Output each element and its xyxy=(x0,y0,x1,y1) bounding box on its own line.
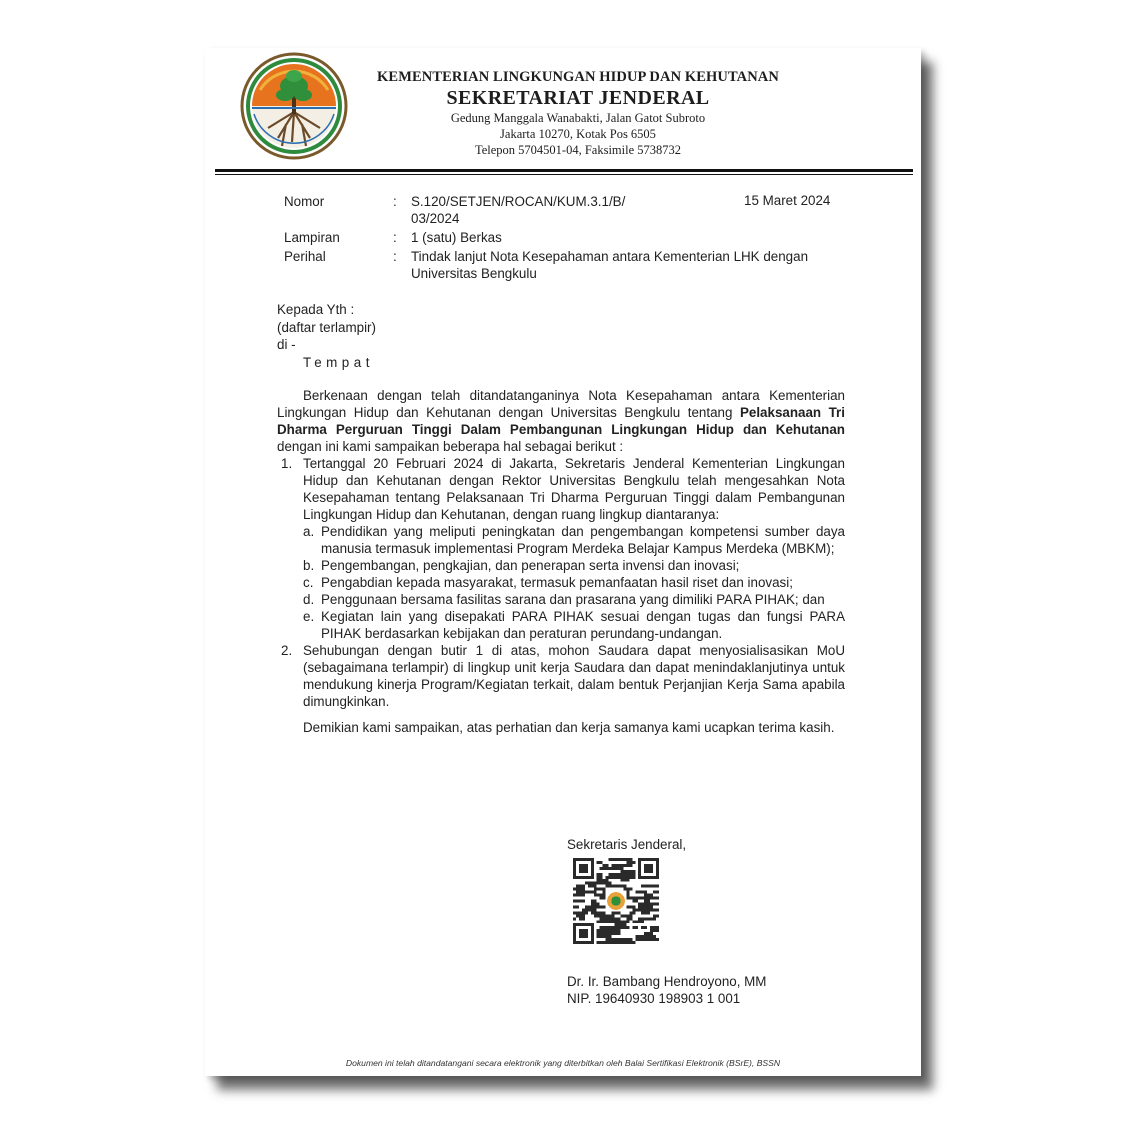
nomor-value-line1: S.120/SETJEN/ROCAN/KUM.3.1/B/ xyxy=(411,194,626,209)
closing-paragraph: Demikian kami sampaikan, atas perhatian dan kerja samanya kami ucapkan terima kasih. xyxy=(303,720,835,735)
klhk-emblem-icon xyxy=(238,50,350,162)
intro-text-a: Berkenaan dengan telah ditandatanganinya Nota Kesepahaman antara Kementerian Lingkungan Hidup dan Kehutanan dengan Universitas Bengkulu tentang xyxy=(277,388,845,420)
perihal-value xyxy=(411,248,844,282)
sub-letter: a. xyxy=(303,524,315,539)
sub-text: Penggunaan bersama fasilitas sarana dan prasarana yang dimiliki PARA PIHAK; dan xyxy=(321,592,825,607)
sub-item xyxy=(303,574,845,591)
ministry-name: KEMENTERIAN LINGKUNGAN HIDUP DAN KEHUTANAN xyxy=(377,69,779,85)
letter-body xyxy=(277,387,845,736)
letter-date: 15 Maret 2024 xyxy=(744,193,831,208)
di-line: di - xyxy=(277,337,296,352)
sub-item xyxy=(303,557,845,574)
item-text: Tertanggal 20 Februari 2024 di Jakarta, Sekretaris Jenderal Kementerian Lingkungan Hidup dan Kehutanan dengan Rektor Universitas Bengkulu telah mengesahkan Nota Kesepahaman tentang Pelaksanaan Tri Dharma Perguruan Tinggi dalam Pembangunan Lingkungan Hidup dan Kehutanan, dengan ruang lingkup diantaranya: xyxy=(303,456,845,522)
header-rule-thick xyxy=(215,169,913,172)
sub-text: Pengembangan, pengkajian, dan penerapan serta invensi dan inovasi; xyxy=(321,558,740,573)
sub-letter: c. xyxy=(303,575,314,590)
lampiran-row xyxy=(284,229,844,246)
intro-paragraph xyxy=(277,387,845,455)
sub-letter: b. xyxy=(303,558,315,573)
intro-text-b: dengan ini kami sampaikan beberapa hal sebagai berikut : xyxy=(277,439,624,454)
colon: : xyxy=(393,249,397,264)
qr-code-signature-icon xyxy=(573,858,659,944)
nomor-value-line2: 03/2024 xyxy=(411,211,460,226)
recipient-block xyxy=(277,301,376,371)
sub-item xyxy=(303,523,845,557)
sub-item xyxy=(303,608,845,642)
item-text: Sehubungan dengan butir 1 di atas, mohon Saudara dapat menyosialisasikan MoU (sebagaimana terlampir) di lingkup unit kerja Saudara dan dapat menindaklanjutinya untuk mendukung kinerja Program/Kegiatan terkait, dalam bentuk Perjanjian Kerja Sama apabila dimungkinkan. xyxy=(303,643,845,709)
sub-letter: e. xyxy=(303,609,315,624)
intro-text-bold: Pelaksanaan Tri Dharma Perguruan Tinggi Dalam Pembangunan Lingkungan Hidup dan Kehutanan xyxy=(277,405,845,437)
nomor-label: Nomor xyxy=(284,194,325,209)
lampiran-label: Lampiran xyxy=(284,230,340,245)
sub-text: Pengabdian kepada masyarakat, termasuk pemanfaatan hasil riset dan inovasi; xyxy=(321,575,793,590)
letterhead xyxy=(355,68,801,158)
lampiran-value: 1 (satu) Berkas xyxy=(411,230,502,245)
address-line: Gedung Manggala Wanabakti, Jalan Gatot Subroto xyxy=(450,111,706,125)
signatory-name: Dr. Ir. Bambang Hendroyono, MM xyxy=(567,974,767,989)
item-content xyxy=(303,455,845,642)
sub-text: Kegiatan lain yang disepakati PARA PIHAK sesuai dengan tugas dan fungsi PARA PIHAK berdasarkan kebijakan dan peraturan perundang-undangan. xyxy=(321,609,845,641)
item-number: 1. xyxy=(281,456,293,471)
sub-letter: d. xyxy=(303,592,315,607)
signature-title: Sekretaris Jenderal, xyxy=(567,837,687,852)
sub-text: Pendidikan yang meliputi peningkatan dan pengembangan kompetensi sumber daya manusia termasuk implementasi Program Merdeka Belajar Kampus Merdeka (MBKM); xyxy=(321,524,845,556)
colon: : xyxy=(393,230,397,245)
daftar-line: (daftar terlampir) xyxy=(277,319,376,335)
city-postbox-line: Jakarta 10270, Kotak Pos 6505 xyxy=(500,127,656,141)
letter-page xyxy=(205,48,921,1076)
signatory-block xyxy=(567,973,766,1007)
list-item xyxy=(277,642,845,710)
signatory-nip: NIP. 19640930 198903 1 001 xyxy=(567,991,741,1006)
esign-footer-note: Dokumen ini telah ditandatangani secara elektronik yang diterbitkan oleh Balai Sertifikasi Elektronik (BSrE), BSSN xyxy=(345,1058,781,1068)
perihal-row xyxy=(284,248,844,282)
secretariat-name: SEKRETARIAT JENDERAL xyxy=(446,87,710,109)
tempat-line: Tempat xyxy=(303,354,374,370)
phone-fax-line: Telepon 5704501-04, Faksimile 5738732 xyxy=(474,143,682,157)
colon: : xyxy=(393,194,397,209)
perihal-label: Perihal xyxy=(284,249,326,264)
sub-item xyxy=(303,591,845,608)
item-number: 2. xyxy=(281,643,293,658)
numbered-list xyxy=(277,455,845,710)
perihal-value-line1: Tindak lanjut Nota Kesepahaman antara Kementerian LHK dengan xyxy=(411,249,809,264)
perihal-value-line2: Universitas Bengkulu xyxy=(411,266,537,281)
header-rule-thin xyxy=(215,174,913,175)
kepada-line: Kepada Yth : xyxy=(277,302,355,317)
list-item xyxy=(277,455,845,642)
